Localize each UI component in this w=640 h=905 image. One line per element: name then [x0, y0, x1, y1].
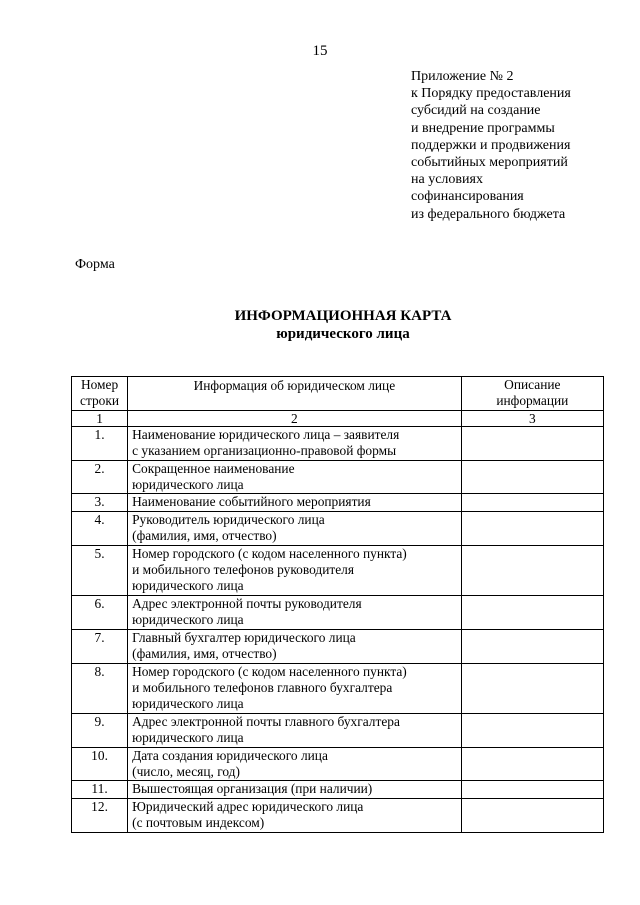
row-info [128, 545, 462, 595]
row-info-line: Руководитель юридического лица [132, 511, 325, 527]
row-info-line: и мобильного телефонов главного бухгалтера [132, 679, 393, 695]
appendix-line: из федерального бюджета [411, 206, 566, 222]
row-number: 5. [72, 545, 128, 595]
row-number: 2. [72, 460, 128, 494]
row-number: 8. [72, 663, 128, 713]
form-label: Форма [75, 257, 115, 272]
row-info [128, 494, 462, 511]
appendix-line: Приложение № 2 [411, 69, 514, 84]
row-info-line: (число, месяц, год) [132, 763, 240, 779]
header-desc-line: информации [496, 393, 569, 409]
row-number: 4. [72, 511, 128, 545]
row-number: 9. [72, 713, 128, 747]
document-title [0, 307, 640, 343]
row-description-field[interactable] [461, 798, 603, 832]
table-row [72, 545, 604, 595]
row-number: 1. [72, 426, 128, 460]
index-cell: 1 [72, 410, 128, 426]
row-info [128, 511, 462, 545]
row-info-line: (с почтовым индексом) [132, 815, 265, 831]
row-info-line: Наименование юридического лица – заявителя [132, 426, 400, 442]
appendix-line: к Порядку предоставления [411, 86, 571, 102]
row-info-line: юридического лица [132, 730, 244, 746]
row-info-line: Юридический адрес юридического лица [132, 798, 364, 814]
table-row [72, 629, 604, 663]
row-info-line: Сокращенное наименование [132, 460, 295, 476]
row-info [128, 663, 462, 713]
row-description-field[interactable] [461, 494, 603, 511]
index-cell: 2 [128, 410, 462, 426]
row-description-field[interactable] [461, 781, 603, 798]
index-cell: 3 [461, 410, 603, 426]
header-info-text: Информация об юридическом лице [193, 378, 396, 393]
row-info-line: юридического лица [132, 578, 244, 594]
row-info [128, 460, 462, 494]
row-description-field[interactable] [461, 460, 603, 494]
row-description-field[interactable] [461, 595, 603, 629]
row-info-line: и мобильного телефонов руководителя [132, 562, 355, 578]
row-info [128, 713, 462, 747]
row-number: 10. [72, 747, 128, 781]
row-info-line: Номер городского (с кодом населенного пункта) [132, 663, 407, 679]
row-info-line: Вышестоящая организация (при наличии) [132, 781, 373, 797]
row-info-line: Адрес электронной почты руководителя [132, 595, 362, 611]
row-number: 12. [72, 798, 128, 832]
row-info [128, 781, 462, 798]
appendix-line: софинансирования [411, 189, 524, 205]
row-info [128, 798, 462, 832]
table-row [72, 663, 604, 713]
row-number: 11. [72, 781, 128, 798]
appendix-line: и внедрение программы [411, 120, 555, 136]
row-info [128, 426, 462, 460]
row-info-line: Главный бухгалтер юридического лица [132, 629, 356, 645]
row-description-field[interactable] [461, 426, 603, 460]
table-row [72, 595, 604, 629]
table-row [72, 460, 604, 494]
row-info-line: Наименование событийного мероприятия [132, 494, 371, 510]
row-info-line: (фамилия, имя, отчество) [132, 646, 277, 662]
row-info-line: юридического лица [132, 612, 244, 628]
table-row [72, 713, 604, 747]
table-row [72, 798, 604, 832]
row-number: 7. [72, 629, 128, 663]
appendix-line: субсидий на создание [411, 103, 541, 119]
row-description-field[interactable] [461, 545, 603, 595]
title-main: ИНФОРМАЦИОННАЯ КАРТА [234, 308, 452, 324]
info-card-table [71, 376, 604, 833]
table-row [72, 426, 604, 460]
table-header-row [72, 377, 604, 411]
table-index-row [72, 410, 604, 426]
row-description-field[interactable] [461, 663, 603, 713]
table-row [72, 494, 604, 511]
header-num [72, 377, 128, 411]
row-info-line: юридического лица [132, 696, 244, 712]
header-info [128, 377, 462, 411]
row-description-field[interactable] [461, 511, 603, 545]
table-row [72, 781, 604, 798]
header-num-line: строки [80, 393, 120, 409]
appendix-line: поддержки и продвижения [411, 137, 571, 153]
appendix-line: на условиях [411, 172, 483, 188]
table-row [72, 747, 604, 781]
table-body [72, 426, 604, 832]
row-info-line: Адрес электронной почты главного бухгалтера [132, 713, 400, 729]
row-info-line: (фамилия, имя, отчество) [132, 528, 277, 544]
row-number: 3. [72, 494, 128, 511]
row-info-line: с указанием организационно-правовой формы [132, 443, 397, 459]
header-desc [461, 377, 603, 411]
row-info [128, 629, 462, 663]
row-description-field[interactable] [461, 629, 603, 663]
row-description-field[interactable] [461, 713, 603, 747]
row-info [128, 595, 462, 629]
table-row [72, 511, 604, 545]
page-number: 15 [312, 43, 328, 59]
row-info-line: Дата создания юридического лица [132, 747, 328, 763]
appendix-line: событийных мероприятий [411, 155, 568, 171]
title-sub: юридического лица [276, 326, 410, 342]
row-description-field[interactable] [461, 747, 603, 781]
row-number: 6. [72, 595, 128, 629]
row-info-line: юридического лица [132, 477, 244, 493]
row-info-line: Номер городского (с кодом населенного пункта) [132, 545, 407, 561]
header-num-line: Номер [80, 377, 119, 392]
header-desc-line: Описание [504, 377, 561, 392]
row-info [128, 747, 462, 781]
appendix-block [411, 68, 631, 223]
